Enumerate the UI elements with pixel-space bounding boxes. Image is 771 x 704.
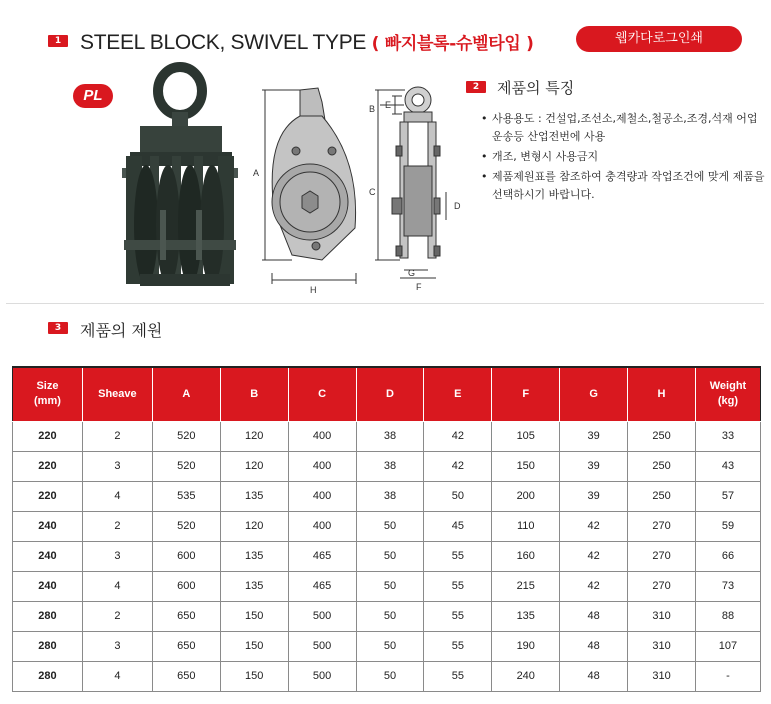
section-number-badge: 3 xyxy=(48,322,68,334)
table-cell: 45 xyxy=(424,511,492,541)
table-cell: 50 xyxy=(356,631,424,661)
table-cell: 48 xyxy=(560,661,628,691)
table-cell: 160 xyxy=(492,541,560,571)
table-cell: 59 xyxy=(695,511,760,541)
column-header: A xyxy=(152,367,220,421)
dimension-label-a: A xyxy=(253,168,260,178)
column-header: Sheave xyxy=(82,367,152,421)
table-cell: - xyxy=(695,661,760,691)
table-cell: 650 xyxy=(152,601,220,631)
table-cell: 150 xyxy=(492,451,560,481)
table-row xyxy=(13,421,761,451)
feature-item: • 사용용도 : 건설업,조선소,제철소,철공소,조경,석재 어업 운송등 산업전번에 사용 xyxy=(478,110,768,146)
section-divider xyxy=(6,303,764,304)
table-cell: 400 xyxy=(288,481,356,511)
dimension-label-e: E xyxy=(385,100,392,110)
table-cell: 500 xyxy=(288,631,356,661)
title-english: STEEL BLOCK, SWIVEL TYPE xyxy=(80,31,367,54)
web-catalog-print-button[interactable]: 웹카다로그인쇄 xyxy=(576,26,742,52)
table-cell: 50 xyxy=(356,601,424,631)
table-cell: 2 xyxy=(82,601,152,631)
table-cell: 220 xyxy=(13,451,83,481)
table-cell: 38 xyxy=(356,481,424,511)
table-cell: 38 xyxy=(356,421,424,451)
table-cell: 50 xyxy=(356,541,424,571)
table-cell: 120 xyxy=(220,421,288,451)
table-row xyxy=(13,631,761,661)
table-cell: 39 xyxy=(560,481,628,511)
table-cell: 220 xyxy=(13,421,83,451)
table-cell: 520 xyxy=(152,421,220,451)
table-cell: 650 xyxy=(152,631,220,661)
table-cell: 270 xyxy=(628,571,696,601)
table-cell: 4 xyxy=(82,481,152,511)
dimension-label-g: G xyxy=(408,268,416,278)
table-cell: 135 xyxy=(220,571,288,601)
table-cell: 135 xyxy=(220,481,288,511)
table-cell: 2 xyxy=(82,511,152,541)
table-cell: 4 xyxy=(82,571,152,601)
table-cell: 55 xyxy=(424,661,492,691)
table-cell: 42 xyxy=(424,451,492,481)
column-header: D xyxy=(356,367,424,421)
table-cell: 280 xyxy=(13,601,83,631)
table-cell: 280 xyxy=(13,661,83,691)
column-header: C xyxy=(288,367,356,421)
table-cell: 39 xyxy=(560,421,628,451)
table-cell: 105 xyxy=(492,421,560,451)
table-cell: 42 xyxy=(560,571,628,601)
table-cell: 55 xyxy=(424,601,492,631)
table-row xyxy=(13,571,761,601)
front-view-drawing xyxy=(375,87,446,278)
table-cell: 465 xyxy=(288,541,356,571)
column-header: B xyxy=(220,367,288,421)
table-cell: 4 xyxy=(82,661,152,691)
table-cell: 400 xyxy=(288,421,356,451)
section-number-badge: 2 xyxy=(466,81,486,93)
pl-logo: PL xyxy=(73,84,113,108)
table-cell: 190 xyxy=(492,631,560,661)
table-cell: 42 xyxy=(560,541,628,571)
feature-item: • 개조, 변형시 사용금지 xyxy=(478,148,768,166)
table-row xyxy=(13,481,761,511)
table-cell: 150 xyxy=(220,601,288,631)
table-cell: 310 xyxy=(628,661,696,691)
table-cell: 240 xyxy=(492,661,560,691)
table-body xyxy=(13,421,761,691)
column-header: E xyxy=(424,367,492,421)
table-cell: 50 xyxy=(356,511,424,541)
table-cell: 500 xyxy=(288,601,356,631)
title-korean: ( 빠지블록-슈벨타입 ) xyxy=(371,34,534,54)
table-cell: 250 xyxy=(628,451,696,481)
table-header-row xyxy=(13,367,761,421)
table-row xyxy=(13,601,761,631)
side-view-drawing xyxy=(262,88,356,284)
table-cell: 240 xyxy=(13,571,83,601)
table-cell: 500 xyxy=(288,661,356,691)
table-cell: 42 xyxy=(424,421,492,451)
table-cell: 3 xyxy=(82,451,152,481)
table-cell: 3 xyxy=(82,631,152,661)
dimension-label-d: D xyxy=(454,201,461,211)
table-cell: 220 xyxy=(13,481,83,511)
table-cell: 520 xyxy=(152,451,220,481)
dimension-label-c: C xyxy=(369,187,376,197)
table-cell: 3 xyxy=(82,541,152,571)
column-header: Size (mm) xyxy=(13,367,83,421)
table-cell: 48 xyxy=(560,631,628,661)
table-cell: 2 xyxy=(82,421,152,451)
table-row xyxy=(13,451,761,481)
table-cell: 88 xyxy=(695,601,760,631)
table-cell: 50 xyxy=(356,571,424,601)
table-cell: 107 xyxy=(695,631,760,661)
table-cell: 270 xyxy=(628,541,696,571)
table-cell: 200 xyxy=(492,481,560,511)
table-cell: 250 xyxy=(628,481,696,511)
table-cell: 135 xyxy=(220,541,288,571)
table-cell: 50 xyxy=(424,481,492,511)
dimension-label-h: H xyxy=(310,285,317,295)
table-row xyxy=(13,661,761,691)
column-header: Weight (kg) xyxy=(695,367,760,421)
features-title: 제품의 특징 xyxy=(497,79,575,97)
table-cell: 42 xyxy=(560,511,628,541)
table-cell: 215 xyxy=(492,571,560,601)
table-cell: 240 xyxy=(13,511,83,541)
column-header: F xyxy=(492,367,560,421)
table-cell: 39 xyxy=(560,451,628,481)
table-cell: 270 xyxy=(628,511,696,541)
column-header: G xyxy=(560,367,628,421)
table-cell: 66 xyxy=(695,541,760,571)
table-row xyxy=(13,511,761,541)
table-cell: 600 xyxy=(152,571,220,601)
table-cell: 50 xyxy=(356,661,424,691)
table-cell: 55 xyxy=(424,631,492,661)
table-cell: 120 xyxy=(220,451,288,481)
table-cell: 55 xyxy=(424,541,492,571)
steel-block-photo xyxy=(122,67,238,286)
table-row xyxy=(13,541,761,571)
dimension-label-f: F xyxy=(416,282,422,292)
table-cell: 310 xyxy=(628,601,696,631)
table-cell: 600 xyxy=(152,541,220,571)
product-illustration xyxy=(0,60,470,300)
table-cell: 110 xyxy=(492,511,560,541)
features-list xyxy=(478,110,768,206)
table-cell: 535 xyxy=(152,481,220,511)
specs-title: 제품의 제원 xyxy=(80,321,163,340)
table-cell: 48 xyxy=(560,601,628,631)
section-number-badge: 1 xyxy=(48,35,68,47)
table-cell: 400 xyxy=(288,511,356,541)
table-cell: 57 xyxy=(695,481,760,511)
table-cell: 310 xyxy=(628,631,696,661)
table-cell: 38 xyxy=(356,451,424,481)
table-cell: 73 xyxy=(695,571,760,601)
table-cell: 650 xyxy=(152,661,220,691)
table-cell: 400 xyxy=(288,451,356,481)
table-cell: 120 xyxy=(220,511,288,541)
table-cell: 43 xyxy=(695,451,760,481)
table-cell: 33 xyxy=(695,421,760,451)
table-cell: 280 xyxy=(13,631,83,661)
feature-item: • 제품제원표를 참조하여 충격량과 작업조건에 맞게 제품을 선택하시기 바랍니다. xyxy=(478,168,768,204)
table-cell: 150 xyxy=(220,631,288,661)
table-cell: 135 xyxy=(492,601,560,631)
specs-table xyxy=(12,366,761,692)
table-cell: 250 xyxy=(628,421,696,451)
page-title xyxy=(80,29,534,55)
column-header: H xyxy=(628,367,696,421)
dimension-label-b: B xyxy=(369,104,376,114)
table-cell: 55 xyxy=(424,571,492,601)
table-cell: 150 xyxy=(220,661,288,691)
table-cell: 465 xyxy=(288,571,356,601)
table-cell: 520 xyxy=(152,511,220,541)
table-cell: 240 xyxy=(13,541,83,571)
